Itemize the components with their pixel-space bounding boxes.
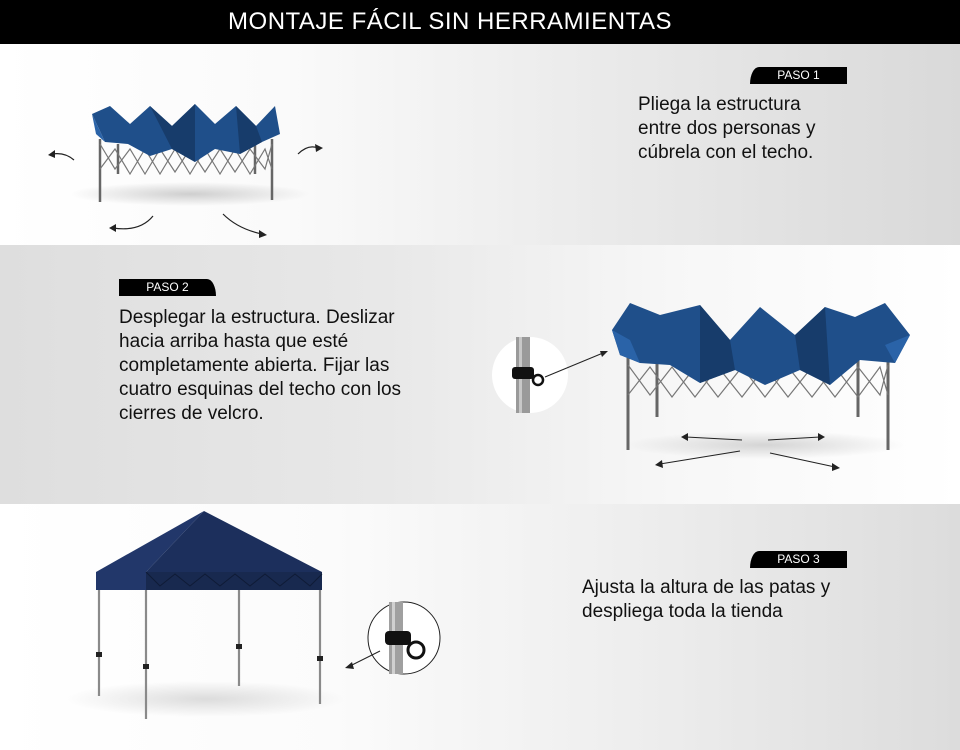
expanded-tent-illustration [0, 245, 960, 504]
step-2-badge: PASO 2 [119, 279, 216, 296]
step-2-section [0, 245, 960, 504]
step-1-badge: PASO 1 [750, 67, 847, 84]
leg-adjust-clip-detail [368, 602, 440, 674]
page-header [0, 0, 960, 44]
leg-clip-detail [492, 337, 568, 413]
step-1-text: Pliega la estructura entre dos personas y cúbrela con el techo. [638, 94, 816, 163]
step-2-text: Desplegar la estructura. Deslizar hacia arriba hasta que esté completamente abierta. Fijar las cuatro esquinas del techo con los cierres de velcro. [119, 307, 402, 424]
page-title: MONTAJE FÁCIL SIN HERRAMIENTAS [228, 8, 672, 35]
step-3-section [0, 504, 960, 750]
assembled-tent-illustration [0, 504, 960, 750]
step-3-text: Ajusta la altura de las patas y despliega toda la tienda [582, 577, 831, 622]
step-3-badge: PASO 3 [750, 551, 847, 568]
step-1-section [0, 44, 960, 245]
